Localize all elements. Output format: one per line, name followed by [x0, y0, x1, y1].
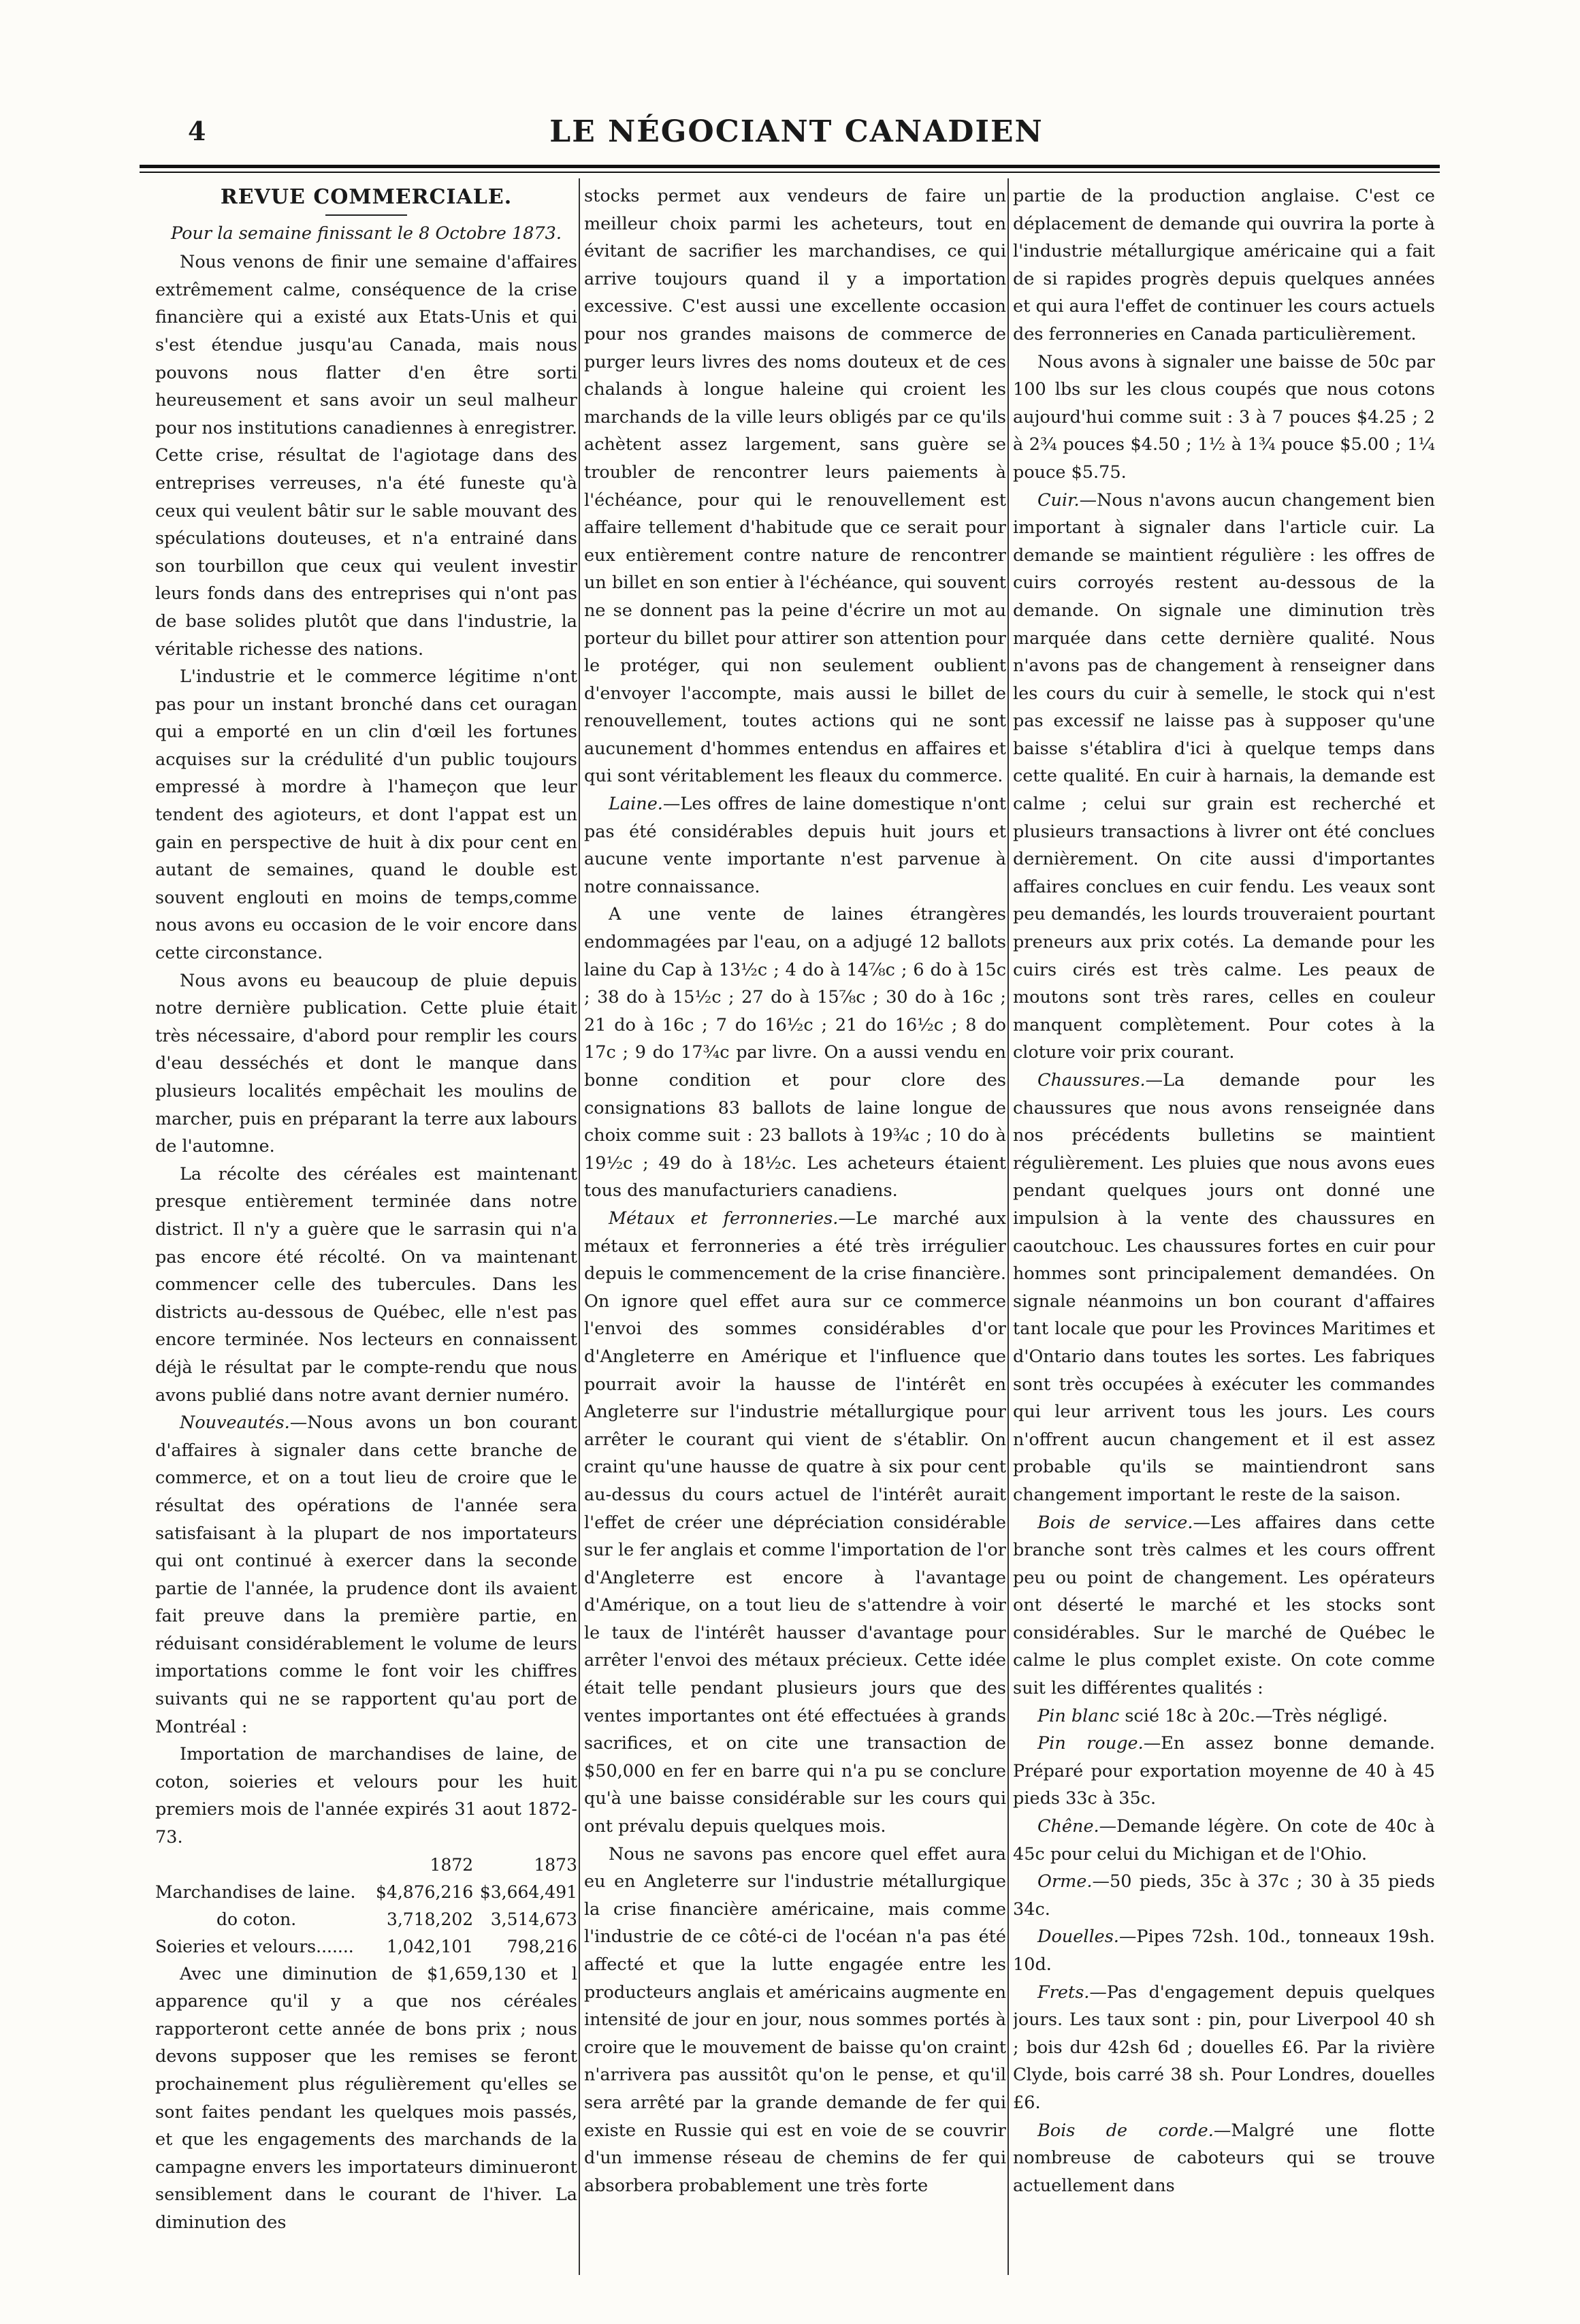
paragraph-lead: Chêne. [1037, 1816, 1099, 1837]
paragraph: L'industrie et le commerce légitime n'ont pas pour un instant bronché dans cet ouragan qui a emporté en un clin d'œil les fortunes acquises sur la crédulité d'un public toujours empressé à mordre à l'hameçon que leur tendent des agioteurs, et dont l'appat est un gain en perspective de huit à dix pour cent en autant de semaines, quand le double est souvent englouti en moins de temps,comme nous avons eu occasion de le voir encore dans cette circonstance. [155, 666, 577, 964]
paragraph [1013, 1979, 1435, 2117]
paragraph-lead: Laine. [609, 794, 663, 815]
row-label: Soieries et velours....... [155, 1936, 354, 1956]
paragraph-lead: Bois de service. [1037, 1512, 1193, 1533]
import-table [155, 1852, 577, 1960]
paragraph: Nous avons eu beaucoup de pluie depuis notre dernière publication. Cette pluie était très nécessaire, d'abord pour remplir les cours d'eau desséchés et dont le manque dans plusieurs localités empêchait les moulins de marcher, puis en préparant la terre aux labours de l'automne. [155, 970, 577, 1157]
paragraph: Nous venons de finir une semaine d'affaires extrêmement calme, conséquence de la crise financière qui a existé aux Etats-Unis et qui s'est étendue jusqu'au Canada, mais nous pouvons nous flatter d'en être sorti heureusement et sans avoir un seul malheur pour nos institutions canadiennes à enregistrer. Cette crise, résultat de l'agiotage dans des entreprises verreuses, n'a été funeste qu'à ceux qui veulent bâtir sur le sable mouvant des spéculations douteuses, et n'a entrainé dans son tourbillon que ceux qui veulent investir leurs fonds dans des entreprises qui n'ont pas de base solides plutôt que dans l'industrie, la véritable richesse des nations. [155, 252, 577, 660]
paragraph-body: —Le marché aux métaux et ferronneries a été très irrégulier depuis le commencement de la crise financière. On ignore quel effet aura sur ce commerce l'envoi des sommes considérables d'or d'Angleterre en Amérique et l'influence que pourrait avoir la hausse de l'intérêt en Angleterre sur l'industrie métallurgique pour arrêter le courant qui vient de s'établir. On craint qu'une hausse de quatre à six pour cent au-dessus du cours actuel de l'intérêt aurait l'effet de créer une dépréciation considérable sur le fer anglais et comme l'importation de l'or d'Angleterre est encore à l'avantage d'Amérique, on a tout lieu de s'attendre à voir le taux de l'intérêt hausser d'avantage pour arrêter l'envoi des métaux précieux. Cette idée était telle pendant plusieurs jours que des ventes importantes ont été effectuées à grands sacrifices, et on cite une transaction de $50,000 en fer en barre qui n'a pu se conclure qu'à une baisse considérable sur les cours qui ont prévalu depuis quelques mois. [584, 1208, 1006, 1837]
masthead: LE NÉGOCIANT CANADIEN [549, 114, 1044, 149]
paragraph [1013, 1067, 1435, 1509]
table-header-row [155, 1852, 577, 1879]
column-divider [1007, 178, 1009, 2275]
paragraph-body: —Nous n'avons aucun changement bien important à signaler dans l'article cuir. La demande se maintient régulière : les offres de cuirs corroyés restent au-dessous de la demande. On signale une diminution très marquée dans cette dernière qualité. Nous n'avons pas de changement à renseigner dans les cours du cuir à semelle, le stock qui n'est pas excessif ne laisse pas à supposer qu'une baisse s'établira d'ici à quelque temps dans cette qualité. En cuir à harnais, la demande est calme ; celui sur grain est recherché et plusieurs transactions à livrer ont été conclues dernièrement. On cite aussi d'importantes affaires conclues en cuir fendu. Les veaux sont peu demandés, les lourds trouveraient pourtant preneurs aux prix cotés. La demande pour les cuirs cirés est très calme. Les peaux de moutons sont très rares, celles en couleur manquent complètement. Pour cotes à la cloture voir prix courant. [1013, 489, 1435, 1063]
paragraph [155, 1409, 577, 1741]
paragraph-body: —Pipes 72sh. 10d., tonneaux 19sh. 10d. [1013, 1926, 1435, 1975]
paragraph: La récolte des céréales est maintenant presque entièrement terminée dans notre district. Il n'y a guère que le sarrasin qui n'a pas encore été récolté. On va maintenant commencer celle des tubercules. Dans les districts au-dessous de Québec, elle n'est pas encore terminée. Nos lecteurs en connaissent déjà le résultat par le compte-rendu que nous avons publié dans notre avant dernier numéro. [155, 1163, 577, 1406]
year-header: 1872 [430, 1854, 474, 1875]
paragraph: Nous ne savons pas encore quel effet aura eu en Angleterre sur l'industrie métallurgique la crise financière américaine, mais comme l'industrie de ce côté-ci de l'océan n'a pas été affecté et que la lutte engagée entre les producteurs anglais et américains augmente en intensité de jour en jour, nous sommes portés à croire que le mouvement de baisse qu'on craint n'arrivera pas aussitôt qu'on le pense, et qu'il sera arrêté par la grande demande de fer qui existe en Russie qui est en voie de se couvrir d'un immense réseau de chemins de fer qui absorbera probablement une très forte [584, 1843, 1006, 2196]
page-number: 4 [188, 116, 206, 146]
paragraph [1013, 1813, 1435, 1868]
paragraph-lead: Métaux et ferronneries. [609, 1208, 839, 1229]
value-1872: 1,042,101 [386, 1936, 474, 1956]
paragraph-body: —Pas d'engagement depuis quelques jours. Les taux sont : pin, pour Liverpool 40 sh ; bois dur 42sh 6d ; douelles £6. Par la rivière Clyde, bois carré 38 sh. Pour Londres, douelles £6. [1013, 1982, 1435, 2113]
paragraph-lead: Frets. [1037, 1982, 1090, 2003]
value-1873: $3,664,491 [479, 1882, 577, 1902]
page-header [157, 114, 1436, 162]
paragraph-body: —Les offres de laine domestique n'ont pas été considérables depuis huit jours et aucune vente importante n'est parvenue à notre connaissance. [584, 794, 1006, 897]
paragraph-body: —En assez bonne demande. Préparé pour exportation moyenne de 40 à 45 pieds 33c à 35c. [1013, 1733, 1435, 1809]
paragraph-body: —50 pieds, 35c à 37c ; 30 à 35 pieds 34c. [1013, 1871, 1435, 1920]
value-1873: 3,514,673 [490, 1909, 577, 1929]
paragraph [1013, 2117, 1435, 2200]
column-2 [584, 182, 1006, 2265]
table-row [155, 1933, 577, 1960]
paragraph-body: —Les affaires dans cette branche sont très calmes et les cours offrent peu ou point de changement. Les opérateurs ont déserté le marché et les stocks sont considérables. Sur le marché de Québec le calme le plus complet existe. On cote comme suit les différentes qualités : [1013, 1512, 1435, 1699]
paragraph-body: scié 18c à 20c.—Très négligé. [1119, 1705, 1388, 1726]
paragraph: A une vente de laines étrangères endommagées par l'eau, on a adjugé 12 ballots laine du Cap à 13½c ; 4 do à 14⅞c ; 6 do à 15c ; 38 do à 15½c ; 27 do à 15⅞c ; 30 do à 16c ; 21 do à 16c ; 7 do 16½c ; 21 do 16½c ; 8 do 17c ; 9 do 17¾c par livre. On a aussi vendu en bonne condition et pour clore des consignations 83 ballots de laine longue de choix comme suit : 23 ballots à 19¾c ; 10 do à 19½c ; 49 do à 18½c. Les acheteurs étaient tous des manufacturiers canadiens. [584, 904, 1006, 1201]
paragraph [1013, 1702, 1435, 1730]
dateline: Pour la semaine finissant le 8 Octobre 1873. [171, 223, 562, 244]
paragraph: stocks permet aux vendeurs de faire un meilleur choix parmi les acheteurs, tout en évitant de sacrifier les marchandises, ce qui arrive toujours quand il y a importation excessive. C'est aussi une excellente occasion pour nos grandes maisons de commerce de purger leurs livres des noms douteux et de ces chalands à longue haleine qui croient les marchands de la ville leurs obligés par ce qu'ils achètent assez largement, sans guère se troubler de rencontrer leurs paiements à l'échéance, pour qui le renouvellement est affaire tellement d'habitude que ce serait pour eux entièrement contre nature de rencontrer un billet en son entier à l'échéance, qui souvent ne se donnent pas la peine d'écrire un mot au porteur du billet pour attirer son attention pour le protéger, qui non seulement oublient d'envoyer l'accompte, mais aussi le billet de renouvellement, toutes actions qui ne sont aucunement d'hommes entendus en affaires et qui sont véritablement les fleaux du commerce. [584, 186, 1006, 787]
value-1872: $4,876,216 [376, 1882, 474, 1902]
value-1872: 3,718,202 [386, 1909, 474, 1929]
paragraph [1013, 1923, 1435, 1978]
paragraph: Avec une diminution de $1,659,130 et l apparence qu'il y a que nos céréales rapporteront cette année de bons prix ; nous devons supposer que les remises se feront prochainement plus régulièrement qu'elles se sont faites pendant les quelques mois passés, et que les engagements des marchands de la campagne envers les importateurs diminueront sensiblement dans le courant de l'hiver. La diminution des [155, 1963, 577, 2233]
paragraph: partie de la production anglaise. C'est ce déplacement de demande qui ouvrira la porte à l'industrie métallurgique américaine qui a fait de si rapides progrès depuis quelques années et qui aura l'effet de continuer les cours actuels des ferronneries en Canada particulièrement. [1013, 186, 1435, 344]
paragraph-lead: Douelles. [1037, 1926, 1119, 1948]
section-title: REVUE COMMERCIALE. [220, 185, 513, 209]
paragraph-body: —Nous avons un bon courant d'affaires à signaler dans cette branche de commerce, et on a tout lieu de croire que le résultat des opérations de l'année sera satisfaisant à la plupart de nos importateurs qui ont continué à exercer dans la seconde partie de l'année, la prudence dont ils avaient fait preuve dans la première partie, en réduisant considérablement le volume de leurs importations comme le font voir les chiffres suivants qui ne se rapportent qu'au port de Montréal : [155, 1413, 577, 1737]
paragraph: Nous avons à signaler une baisse de 50c par 100 lbs sur les clous coupés que nous cotons aujourd'hui comme suit : 3 à 7 pouces $4.25 ; 2 à 2¾ pouces $4.50 ; 1½ à 1¾ pouce $5.00 ; 1¼ pouce $5.75. [1013, 351, 1435, 483]
header-rule [140, 165, 1440, 168]
paragraph-lead: Nouveautés. [180, 1413, 290, 1434]
paragraph-lead: Pin blanc [1037, 1705, 1120, 1726]
column-divider [579, 178, 580, 2275]
table-row [155, 1879, 577, 1906]
paragraph [1013, 1730, 1435, 1813]
paragraph [1013, 1868, 1435, 1923]
table-row [155, 1906, 577, 1933]
header-rule-thin [140, 172, 1440, 173]
paragraph-lead: Chaussures. [1037, 1070, 1146, 1091]
paragraph-body: —Demande légère. On cote de 40c à 45c pour celui du Michigan et de l'Ohio. [1013, 1816, 1435, 1865]
paragraph [584, 1205, 1006, 1841]
row-label: do coton. [216, 1909, 297, 1929]
paragraph [584, 790, 1006, 901]
paragraph-lead: Pin rouge. [1037, 1733, 1144, 1754]
paragraph-lead: Orme. [1037, 1871, 1093, 1892]
column-1 [155, 182, 577, 2265]
year-header: 1873 [534, 1854, 577, 1875]
value-1873: 798,216 [506, 1936, 577, 1956]
paragraph-lead: Cuir. [1037, 489, 1080, 511]
paragraph-lead: Bois de corde. [1037, 2120, 1214, 2141]
paragraph [1013, 487, 1435, 1067]
column-3 [1013, 182, 1435, 2265]
title-rule [325, 214, 407, 216]
paragraph-body: —Malgré une flotte nombreuse de caboteurs qui se trouve actuellement dans [1013, 2120, 1435, 2196]
paragraph: Importation de marchandises de laine, de coton, soieries et velours pour les huit premiers mois de l'année expirés 31 aout 1872-73. [155, 1744, 577, 1848]
row-label: Marchandises de laine. [155, 1882, 356, 1902]
paragraph-body: —La demande pour les chaussures que nous avons renseignée dans nos précédents bulletins se maintient régulièrement. Les pluies que nous avons eues pendant quelques jours ont donné une impulsion à la vente des chaussures en caoutchouc. Les chaussures fortes en cuir pour hommes sont principalement demandées. On signale néanmoins un bon courant d'affaires tant locale que pour les Provinces Maritimes et d'Ontario dans toutes les sortes. Les fabriques sont très occupées à exécuter les commandes qui leur arrivent tous les jours. Les cours n'offrent aucun changement et il est assez probable qu'ils se maintiendront sans changement important le reste de la saison. [1013, 1070, 1435, 1505]
paragraph [1013, 1509, 1435, 1702]
